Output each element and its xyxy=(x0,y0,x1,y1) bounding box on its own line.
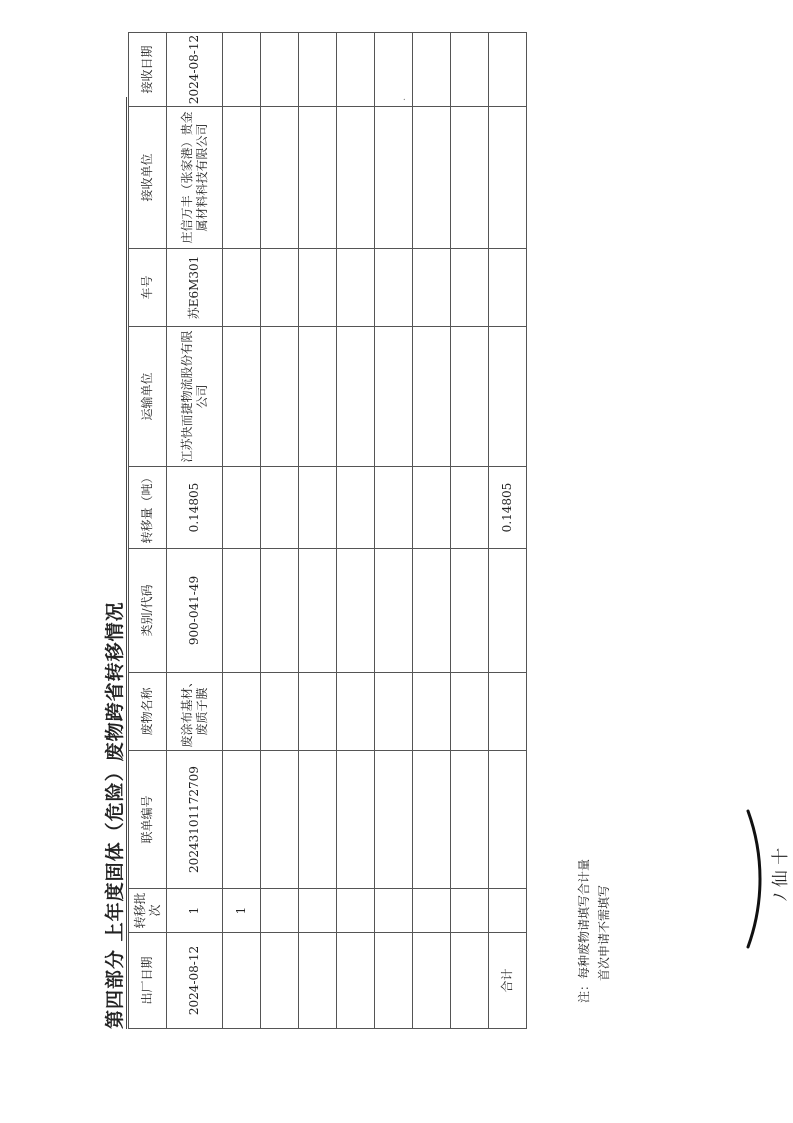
table-cell: 1 xyxy=(167,889,223,933)
table-cell: 2024-08-12 xyxy=(167,33,223,107)
header-cell: 接收日期 xyxy=(129,33,167,107)
table-cell xyxy=(375,549,413,673)
table-cell xyxy=(337,673,375,751)
table-cell xyxy=(261,33,299,107)
total-label: 合计 xyxy=(489,933,527,1029)
table-cell xyxy=(489,249,527,327)
header-cell: 转移批次 xyxy=(129,889,167,933)
table-cell xyxy=(337,107,375,249)
signature-mark xyxy=(742,803,793,953)
table-row xyxy=(223,33,261,1029)
table-cell xyxy=(375,107,413,249)
table-cell xyxy=(489,751,527,889)
table-cell: 江苏快而捷物流股份有限公司 xyxy=(167,327,223,467)
table-cell xyxy=(299,549,337,673)
table-cell xyxy=(261,327,299,467)
header-cell: 联单编号 xyxy=(129,751,167,889)
table-header-row xyxy=(129,33,167,1029)
table-row xyxy=(299,33,337,1029)
table-cell xyxy=(375,33,413,107)
table-cell xyxy=(451,107,489,249)
table-cell xyxy=(375,933,413,1029)
table-cell xyxy=(451,33,489,107)
table-cell xyxy=(223,549,261,673)
table-cell xyxy=(337,751,375,889)
table-cell xyxy=(299,889,337,933)
table-cell xyxy=(223,107,261,249)
table-cell xyxy=(451,249,489,327)
header-cell: 转移量（吨） xyxy=(129,467,167,549)
table-cell xyxy=(413,107,451,249)
header-cell: 出厂日期 xyxy=(129,933,167,1029)
signature-text: ﾉ 仙 十 xyxy=(771,847,791,901)
table-cell xyxy=(451,933,489,1029)
table-cell xyxy=(223,249,261,327)
table-cell xyxy=(299,327,337,467)
table-cell xyxy=(223,327,261,467)
table-cell xyxy=(299,107,337,249)
table-row xyxy=(167,33,223,1029)
note-line-2: 首次申请不需填写 xyxy=(597,884,611,981)
table-cell xyxy=(451,467,489,549)
table-cell xyxy=(451,751,489,889)
total-amount: 0.14805 xyxy=(489,467,527,549)
table-cell xyxy=(413,889,451,933)
table-cell xyxy=(413,751,451,889)
total-row xyxy=(489,33,527,1029)
table-cell xyxy=(375,327,413,467)
table-cell xyxy=(261,549,299,673)
table-cell xyxy=(375,673,413,751)
table-cell xyxy=(223,33,261,107)
table-cell xyxy=(489,673,527,751)
title-rule xyxy=(126,97,127,1029)
table-cell xyxy=(451,889,489,933)
table-row xyxy=(337,33,375,1029)
table-cell xyxy=(337,889,375,933)
table-cell xyxy=(451,673,489,751)
table-row xyxy=(261,33,299,1029)
header-cell: 类别/代码 xyxy=(129,549,167,673)
table-cell: 苏E6M301 xyxy=(167,249,223,327)
table-cell xyxy=(299,933,337,1029)
table-cell: 废涂布基材、废质子膜 xyxy=(167,673,223,751)
table-cell xyxy=(489,33,527,107)
table-cell xyxy=(375,249,413,327)
table-row xyxy=(451,33,489,1029)
table-cell xyxy=(337,467,375,549)
table-cell xyxy=(223,673,261,751)
table-cell xyxy=(413,549,451,673)
table-cell xyxy=(261,933,299,1029)
table-cell xyxy=(413,467,451,549)
table-cell xyxy=(223,933,261,1029)
transfer-table xyxy=(128,32,527,1029)
table-cell xyxy=(489,889,527,933)
table-cell xyxy=(413,249,451,327)
scan-speck: · xyxy=(400,97,411,101)
header-cell: 接收单位 xyxy=(129,107,167,249)
section-title: 第四部分 上年度固体（危险）废物跨省转移情况 xyxy=(104,601,126,1029)
table-cell xyxy=(299,33,337,107)
table-cell xyxy=(375,467,413,549)
table-cell xyxy=(451,327,489,467)
table-cell xyxy=(413,327,451,467)
table-cell xyxy=(299,249,337,327)
table-cell xyxy=(261,889,299,933)
table-cell xyxy=(337,33,375,107)
table-cell xyxy=(489,549,527,673)
table-cell xyxy=(337,327,375,467)
header-cell: 废物名称 xyxy=(129,673,167,751)
table-cell xyxy=(299,751,337,889)
table-cell xyxy=(337,549,375,673)
table-cell xyxy=(261,751,299,889)
table-cell xyxy=(489,107,527,249)
table-cell xyxy=(375,751,413,889)
table-cell xyxy=(451,549,489,673)
table-cell xyxy=(413,673,451,751)
table-cell xyxy=(413,933,451,1029)
header-cell: 车号 xyxy=(129,249,167,327)
table-cell xyxy=(375,889,413,933)
table-cell xyxy=(337,249,375,327)
table-cell: 2024-08-12 xyxy=(167,933,223,1029)
table-cell xyxy=(261,249,299,327)
table-cell xyxy=(261,107,299,249)
table-cell xyxy=(299,673,337,751)
table-cell: 20243101172709 xyxy=(167,751,223,889)
table-cell: 1 xyxy=(223,889,261,933)
table-cell xyxy=(261,673,299,751)
table-cell: 900-041-49 xyxy=(167,549,223,673)
table-cell xyxy=(299,467,337,549)
header-cell: 运输单位 xyxy=(129,327,167,467)
table-row xyxy=(375,33,413,1029)
table-cell xyxy=(489,327,527,467)
table-cell: 庄信万丰（张家港）贵金属材料科技有限公司 xyxy=(167,107,223,249)
table-cell: 0.14805 xyxy=(167,467,223,549)
table-cell xyxy=(223,467,261,549)
table-cell xyxy=(337,933,375,1029)
note-line-1: 注：每种废物请填写合计量 xyxy=(577,858,591,1003)
table-cell xyxy=(413,33,451,107)
table-cell xyxy=(223,751,261,889)
table-row xyxy=(413,33,451,1029)
table-cell xyxy=(261,467,299,549)
